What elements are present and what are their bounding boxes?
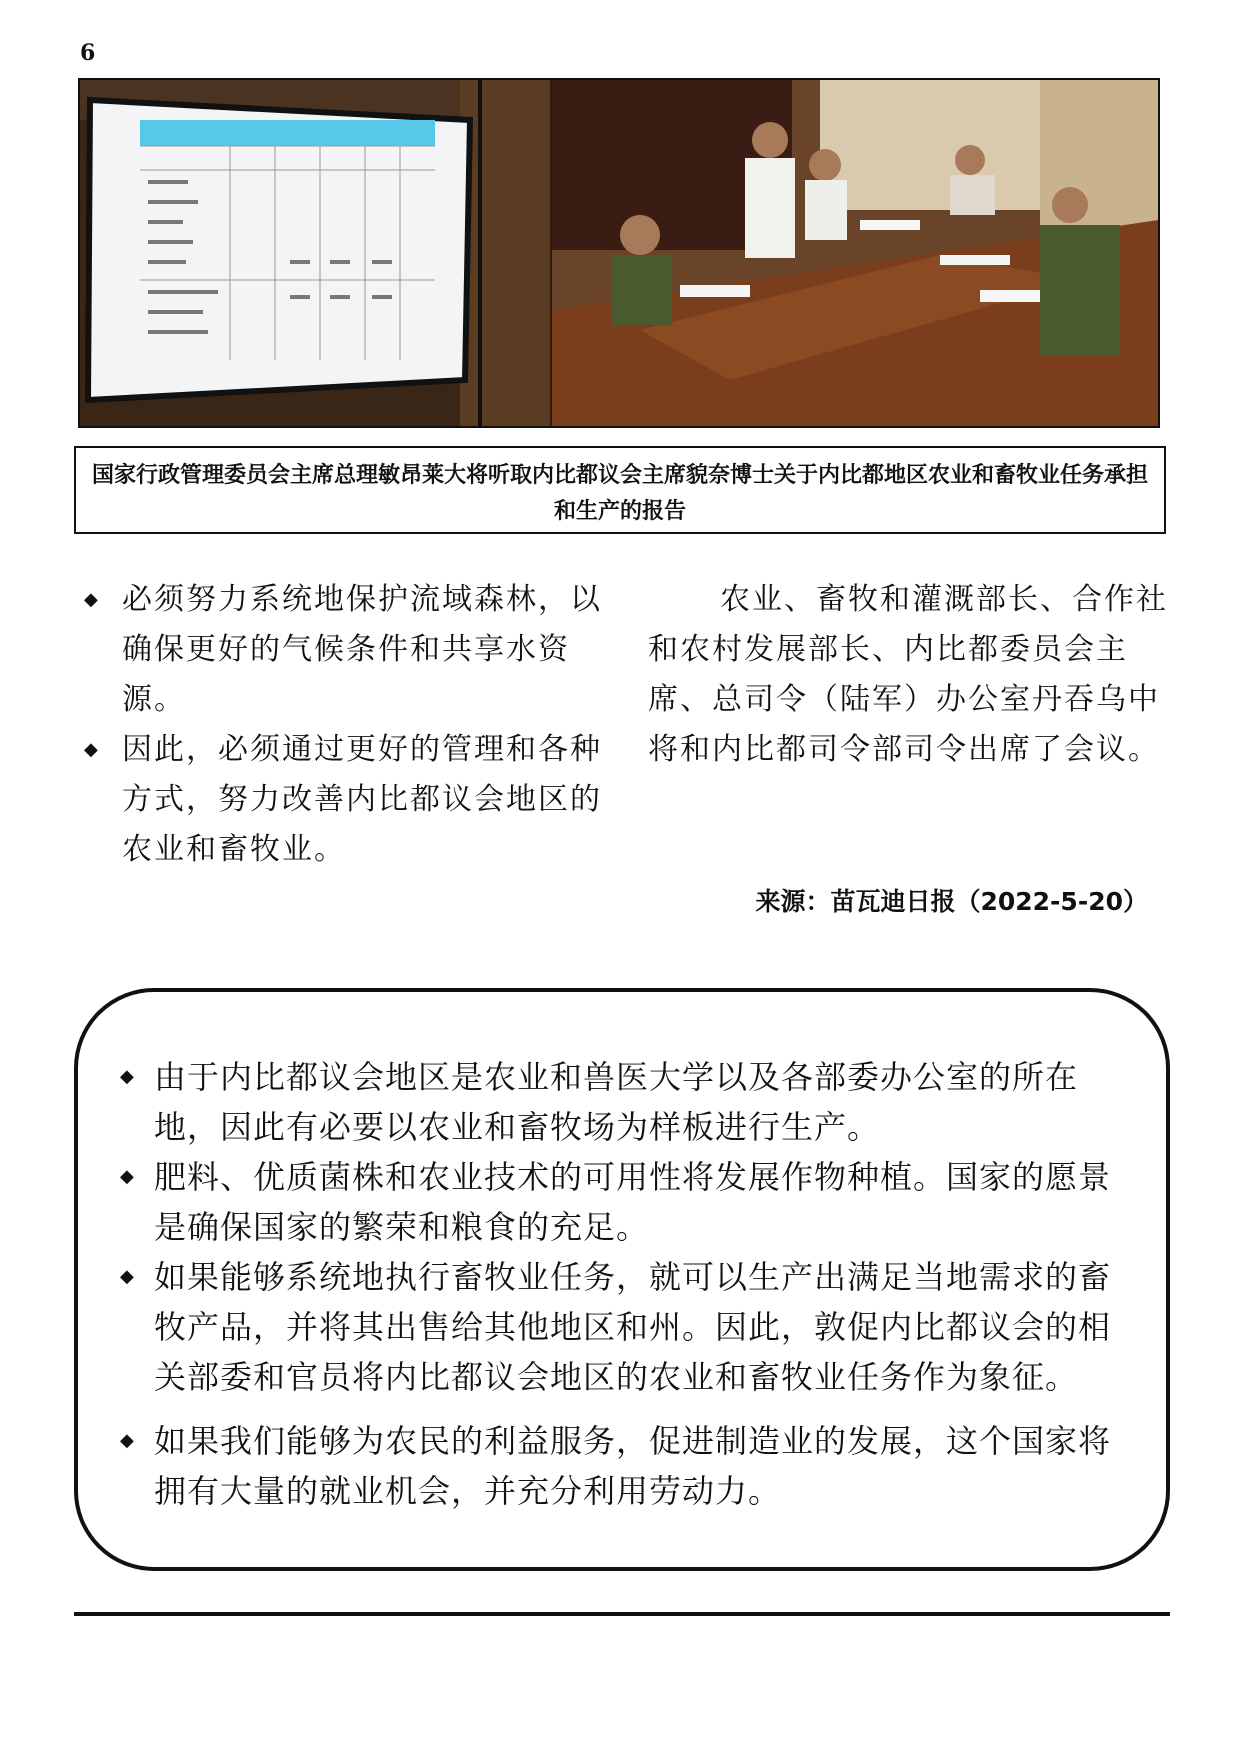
list-item (114, 1052, 1130, 1152)
list-item-text: 因此，必须通过更好的管理和各种方式，努力改善内比都议会地区的农业和畜牧业。 (122, 732, 602, 867)
list-item-text: 如果能够系统地执行畜牧业任务，就可以生产出满足当地需求的畜牧产品，并将其出售给其他地区和州。因此，敦促内比都议会的相关部委和官员将内比都议会地区的农业和畜牧业任务作为象征。 (154, 1258, 1112, 1396)
list-item-text: 由于内比都议会地区是农业和兽医大学以及各部委办公室的所在地，因此有必要以农业和畜牧场为样板进行生产。 (154, 1058, 1079, 1146)
diamond-bullet-icon: ◆ (84, 589, 100, 610)
diamond-bullet-icon: ◆ (84, 739, 100, 760)
diamond-bullet-icon: ◆ (120, 1066, 135, 1087)
meeting-photo (78, 78, 1160, 428)
list-item-text: 肥料、优质菌株和农业技术的可用性将发展作物种植。国家的愿景是确保国家的繁荣和粮食的充足。 (154, 1158, 1112, 1246)
highlights-box (74, 988, 1170, 1571)
list-item (80, 575, 620, 725)
list-item (114, 1252, 1130, 1402)
list-item (114, 1416, 1130, 1516)
list-item (80, 725, 620, 875)
left-column (80, 575, 620, 875)
bottom-rule (74, 1612, 1170, 1616)
source-line: 来源：苗瓦迪日报（2022-5-20） (755, 887, 1148, 916)
diamond-bullet-icon: ◆ (120, 1166, 135, 1187)
page-number: 6 (80, 40, 96, 66)
list-item (114, 1152, 1130, 1252)
list-item-text: 必须努力系统地保护流域森林，以确保更好的气候条件和共享水资源。 (122, 582, 602, 717)
list-item-text: 如果我们能够为农民的利益服务，促进制造业的发展，这个国家将拥有大量的就业机会，并充分利用劳动力。 (154, 1422, 1112, 1510)
photo-caption: 国家行政管理委员会主席总理敏昂莱大将听取内比都议会主席貌奈博士关于内比都地区农业和畜牧业任务承担和生产的报告 (74, 446, 1166, 534)
diamond-bullet-icon: ◆ (120, 1266, 135, 1287)
attendees-paragraph: 农业、畜牧和灌溉部长、合作社和农村发展部长、内比都委员会主席、总司令（陆军）办公室丹吞乌中将和内比都司令部司令出席了会议。 (648, 582, 1168, 767)
diamond-bullet-icon: ◆ (120, 1430, 135, 1451)
right-column (648, 575, 1173, 775)
